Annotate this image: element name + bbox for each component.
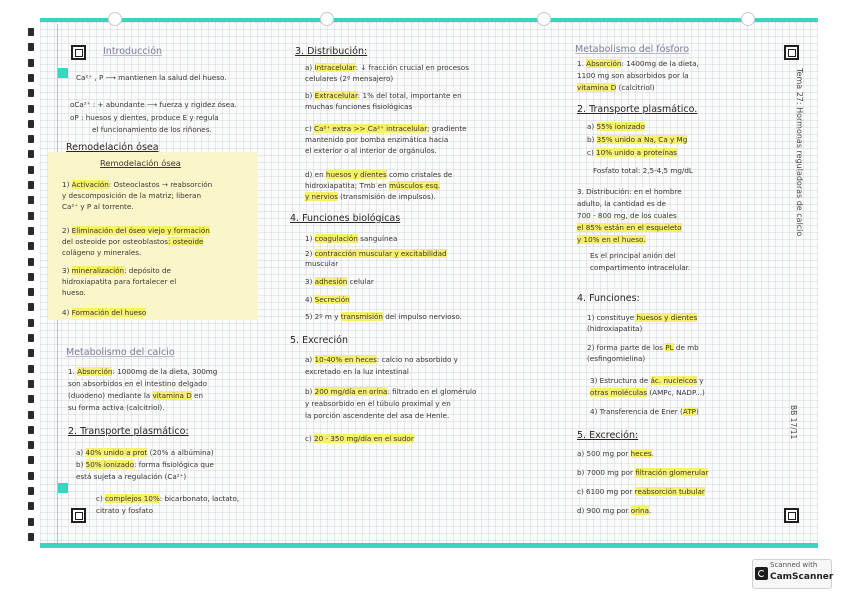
text-segment: y nervios: [305, 192, 338, 201]
excrecion-line: [305, 399, 451, 409]
text-segment: Ca²⁺ y P al torrente.: [62, 202, 134, 211]
text-segment: ác. nucleicos: [650, 376, 698, 385]
binder-hole: [28, 456, 34, 464]
sticky-line: [62, 266, 171, 276]
fosforo-excrecion: [577, 468, 708, 478]
excrecion-line: [305, 434, 414, 444]
text-segment: .: [649, 506, 652, 515]
fosforo-distribucion: [590, 251, 676, 261]
text-segment: 40% unido a prot: [85, 448, 148, 457]
text-segment: su forma activa (calcitriol).: [68, 403, 165, 412]
text-segment: ): [695, 407, 699, 416]
text-segment: y reabsorbido en el túbulo proximal y en: [305, 399, 451, 408]
text-segment: del impulso nervioso.: [382, 312, 462, 321]
text-segment: reabsorción tubular: [634, 487, 705, 496]
distribucion-line: [305, 170, 452, 180]
binder-hole: [28, 227, 34, 235]
text-segment: : ↓ fracción crucial en procesos: [355, 63, 469, 72]
text-segment: b): [587, 135, 597, 144]
distribucion-line: [305, 124, 467, 134]
text-segment: Fosfato total: 2,5-4,5 mg/dL: [593, 166, 693, 175]
binder-hole: [28, 59, 34, 67]
text-segment: : bicarbonato, lactato,: [159, 494, 240, 503]
funciones-line: [305, 259, 338, 269]
text-segment: 1): [305, 234, 315, 243]
text-segment: : Osteoclastos → reabsorción: [108, 180, 213, 189]
text-segment: Absorción: [586, 59, 622, 68]
text-segment: adulto, la cantidad es de: [577, 199, 666, 208]
text-segment: Remodelación ósea: [66, 142, 159, 153]
text-segment: Activación: [71, 180, 109, 189]
text-segment: Absorción: [77, 367, 113, 376]
text-segment: compartimento intracelular.: [590, 263, 691, 272]
binder-hole: [28, 472, 34, 480]
distribucion-line: [305, 181, 440, 191]
fosforo-distribucion: [577, 199, 666, 209]
fosforo-transporte: [587, 148, 677, 158]
text-segment: huesos y dientes: [636, 313, 698, 322]
text-segment: Es el principal anión del: [590, 251, 676, 260]
text-segment: contracción muscular y excitabilidad: [314, 249, 447, 258]
binder-hole: [28, 518, 34, 526]
side-title: Tema 27: Hormonas reguladoras de calcio: [795, 68, 804, 237]
text-segment: de mb: [673, 343, 699, 352]
text-segment: complejos 10%: [105, 494, 160, 503]
text-segment: 4) Transferencia de Ener (: [590, 407, 683, 416]
text-segment: la porción ascendente del asa de Henle.: [305, 411, 450, 420]
funciones-line: [305, 277, 374, 287]
text-segment: a): [305, 63, 315, 72]
binder-hole: [28, 426, 34, 434]
fosforo-distribucion: [577, 223, 682, 233]
fosforo-transporte-heading: [577, 104, 697, 115]
text-segment: Extracelular: [314, 91, 358, 100]
text-segment: Metabolismo del fósforo: [575, 44, 690, 55]
text-segment: 5) 2º m y: [305, 312, 341, 321]
text-segment: 50% ionizado: [85, 460, 134, 469]
fosforo-distribucion: [577, 235, 646, 245]
text-segment: 1): [62, 180, 72, 189]
text-segment: (esfingomielina): [587, 354, 646, 363]
text-segment: Introducción: [103, 46, 163, 57]
text-segment: a): [305, 355, 315, 364]
binder-hole: [28, 319, 34, 327]
corner-marker-icon: [784, 508, 799, 523]
distribucion-line: [305, 192, 436, 202]
fosforo-distribucion: [577, 211, 677, 221]
text-segment: c): [587, 148, 597, 157]
sticky-line: [62, 237, 203, 247]
text-segment: b): [305, 387, 315, 396]
binder-hole: [28, 487, 34, 495]
text-segment: c): [305, 124, 315, 133]
text-segment: 3): [305, 277, 315, 286]
text-segment: oP : huesos y dientes, produce E y regula: [70, 113, 219, 122]
text-segment: músculos esq.: [388, 181, 441, 190]
text-segment: 2): [305, 249, 315, 258]
text-segment: 700 - 800 mg, de los cuales: [577, 211, 677, 220]
distribucion-line: [305, 135, 448, 145]
calcio-absorcion: [68, 403, 165, 413]
text-segment: b) 7000 mg por: [577, 468, 636, 477]
binder-hole: [28, 196, 34, 204]
text-segment: hidroxiapatita para fortalecer el: [62, 277, 177, 286]
punch-hole: [537, 12, 551, 26]
teal-tab-marker: [58, 483, 68, 493]
funciones-line: [305, 295, 350, 305]
punch-hole: [741, 12, 755, 26]
excrecion-line: [305, 411, 449, 421]
text-segment: coagulación: [314, 234, 358, 243]
text-segment: (AMPc, NADP...): [647, 388, 705, 397]
binder-hole: [28, 258, 34, 266]
text-segment: Ca²⁺ , P ⟶ mantienen la salud del hueso.: [76, 73, 227, 82]
text-segment: 4. Funciones:: [577, 293, 640, 304]
excrecion-line: [305, 355, 458, 365]
text-segment: filtración glomerular: [635, 468, 709, 477]
calcio-heading: [66, 347, 175, 358]
text-segment: orina: [630, 506, 650, 515]
fosforo-funciones: [590, 388, 705, 398]
calcio-absorcion: [68, 379, 207, 389]
text-segment: : calcio no absorbido y: [376, 355, 458, 364]
fosforo-absorcion: [577, 59, 699, 69]
text-segment: ; gradiente: [427, 124, 467, 133]
fosforo-funciones: [590, 407, 699, 417]
fosforo-excrecion: [577, 506, 651, 516]
text-segment: 35% unido a Na, Ca y Mg: [596, 135, 688, 144]
text-segment: Ca²⁺ extra >> Ca²⁺ intracelular: [314, 124, 428, 133]
fosforo-excrecion-heading: [577, 430, 638, 441]
distribucion-line: [305, 91, 462, 101]
text-segment: (hidroxiapatita): [587, 324, 643, 333]
intro-line: [92, 125, 212, 135]
text-segment: 4. Funciones biológicas: [290, 213, 401, 224]
binder-hole: [28, 334, 34, 342]
excrecion-heading: [290, 335, 348, 346]
funciones-line: [305, 234, 397, 244]
text-segment: del osteoide por osteoblastos: [62, 237, 168, 246]
binder-hole: [28, 242, 34, 250]
punch-hole: [108, 12, 122, 26]
text-segment: 3. Distribución: en el hombre: [577, 187, 682, 196]
text-segment: a): [76, 448, 86, 457]
fosforo-transporte: [593, 166, 693, 176]
calcio-transporte: [76, 472, 186, 482]
text-segment: : depósito de: [124, 266, 171, 275]
binder-holes: [28, 24, 38, 544]
text-segment: (calcitriol): [616, 83, 655, 92]
text-segment: colágeno y minerales.: [62, 248, 142, 257]
funciones-line: [305, 249, 447, 259]
binder-hole: [28, 441, 34, 449]
binder-hole: [28, 181, 34, 189]
distribucion-line: [305, 146, 437, 156]
text-segment: son absorbidos en el intestino delgado: [68, 379, 208, 388]
distribucion-line: [305, 63, 469, 73]
text-segment: oCa²⁺ : + abundante ⟶ fuerza y rigidez ósea.: [70, 100, 237, 109]
text-segment: (transmisión de impulsos).: [337, 192, 436, 201]
binder-hole: [28, 303, 34, 311]
text-segment: 200 mg/día en orina: [314, 387, 388, 396]
calcio-transporte: [96, 506, 153, 516]
text-segment: : osteoide: [167, 237, 204, 246]
side-date: BB 17/11: [789, 405, 798, 440]
text-segment: adhesión: [314, 277, 348, 286]
binder-hole: [28, 502, 34, 510]
fosforo-funciones: [587, 354, 645, 364]
calcio-transporte: [76, 460, 214, 470]
binder-hole: [28, 120, 34, 128]
calcio-absorcion: [68, 391, 203, 401]
sticky-line: [62, 180, 212, 190]
fosforo-transporte: [587, 122, 645, 132]
text-segment: como cristales de: [386, 170, 453, 179]
text-segment: Formación del hueso: [71, 308, 147, 317]
binder-hole: [28, 166, 34, 174]
text-segment: el 85% están en el esqueleto: [577, 223, 682, 232]
text-segment: Metabolismo del calcio: [66, 347, 175, 358]
text-segment: (duodeno) mediante la: [68, 391, 153, 400]
text-segment: PL: [665, 343, 674, 352]
text-segment: a): [587, 122, 597, 131]
text-segment: 4): [62, 308, 72, 317]
remodelacion-heading: [66, 142, 159, 153]
binder-hole: [28, 135, 34, 143]
fosforo-distribucion: [577, 187, 682, 197]
text-segment: celulares (2º mensajero): [305, 74, 394, 83]
sticky-line: [62, 277, 176, 287]
text-segment: vitamina D: [577, 83, 617, 92]
text-segment: : filtrado en el glomérulo: [387, 387, 477, 396]
text-segment: 3. Distribución:: [295, 46, 368, 57]
text-segment: 2): [62, 226, 72, 235]
binder-hole: [28, 411, 34, 419]
fosforo-absorcion: [577, 71, 689, 81]
binder-hole: [28, 74, 34, 82]
fosforo-excrecion: [577, 487, 705, 497]
text-segment: y descomposición de la matriz; liberan: [62, 191, 202, 200]
sticky-line: [62, 288, 86, 298]
text-segment: Intracelular: [314, 63, 356, 72]
text-segment: Eliminación del óseo viejo y formación: [71, 226, 210, 235]
text-segment: 2. Transporte plasmático.: [577, 104, 698, 115]
text-segment: c): [305, 434, 315, 443]
intro-line: [70, 100, 237, 110]
text-segment: 3) Estructura de: [590, 376, 651, 385]
camscanner-icon: [755, 567, 768, 580]
text-segment: 10% unido a proteínas: [596, 148, 678, 157]
binder-hole: [28, 349, 34, 357]
sticky-line: [62, 308, 146, 318]
distribucion-heading: [295, 46, 367, 57]
text-segment: 10-40% en heces: [314, 355, 377, 364]
binder-hole: [28, 89, 34, 97]
binder-hole: [28, 28, 34, 36]
sticky-line: [62, 226, 210, 236]
calcio-transporte-heading: [68, 426, 189, 437]
distribucion-line: [305, 102, 412, 112]
text-segment: huesos y dientes: [325, 170, 387, 179]
scanner-brand: CamScanner: [770, 572, 834, 582]
text-segment: c) 6100 mg por: [577, 487, 635, 496]
fosforo-transporte: [587, 135, 687, 145]
text-segment: transmisión: [340, 312, 383, 321]
text-segment: 2) forma parte de los: [587, 343, 666, 352]
binder-hole: [28, 105, 34, 113]
text-segment: citrato y fosfato: [96, 506, 153, 515]
calcio-absorcion: [68, 367, 217, 377]
fosforo-absorcion: [577, 83, 655, 93]
text-segment: 5. Excreción:: [577, 430, 639, 441]
text-segment: d) en: [305, 170, 326, 179]
distribucion-line: [305, 74, 393, 84]
binder-hole: [28, 395, 34, 403]
binder-hole: [28, 212, 34, 220]
intro-heading: [103, 46, 162, 57]
calcio-transporte: [76, 448, 214, 458]
text-segment: y 10% en el hueso.: [577, 235, 646, 244]
binder-hole: [28, 273, 34, 281]
text-segment: 1.: [577, 59, 587, 68]
text-segment: y: [697, 376, 704, 385]
text-segment: otras moléculas: [590, 388, 648, 397]
text-segment: 1100 mg son absorbidos por la: [577, 71, 689, 80]
text-segment: : 1400mg de la dieta,: [621, 59, 699, 68]
text-segment: 4): [305, 295, 315, 304]
fosforo-excrecion: [577, 449, 654, 459]
text-segment: 2. Transporte plasmático:: [68, 426, 189, 437]
text-segment: hidroxiapatita; Tmb en: [305, 181, 389, 190]
excrecion-line: [305, 387, 476, 397]
text-segment: 1) constituye: [587, 313, 637, 322]
binder-hole: [28, 533, 34, 541]
text-segment: ATP: [682, 407, 696, 416]
fosforo-heading: [575, 44, 689, 55]
text-segment: d) 900 mg por: [577, 506, 631, 515]
intro-line: [76, 73, 227, 83]
text-segment: el exterior o al interior de orgánulos.: [305, 146, 437, 155]
teal-tab-marker: [58, 68, 68, 78]
sticky-title: Remodelación ósea: [100, 158, 181, 168]
binder-hole: [28, 365, 34, 373]
fosforo-distribucion: [590, 263, 690, 273]
text-segment: b): [305, 91, 315, 100]
text-segment: Secreción: [314, 295, 350, 304]
text-segment: (20% a albúmina): [147, 448, 214, 457]
text-segment: b): [76, 460, 86, 469]
text-segment: mineralización: [71, 266, 125, 275]
intro-line: [70, 113, 219, 123]
corner-marker-icon: [784, 45, 799, 60]
binder-hole: [28, 288, 34, 296]
text-segment: .: [651, 449, 654, 458]
fosforo-funciones: [590, 376, 704, 386]
text-segment: heces: [630, 449, 652, 458]
funciones-line: [305, 312, 462, 322]
text-segment: vitamina D: [152, 391, 192, 400]
sticky-line: [62, 191, 201, 201]
text-segment: 20 - 350 mg/día en el sudor: [314, 434, 414, 443]
text-segment: mantenido por bomba enzimática hacia: [305, 135, 449, 144]
punch-hole: [320, 12, 334, 26]
excrecion-line: [305, 367, 409, 377]
fosforo-funciones: [587, 324, 642, 334]
text-segment: muscular: [305, 259, 339, 268]
text-segment: c): [96, 494, 106, 503]
text-segment: hueso.: [62, 288, 86, 297]
text-segment: 1.: [68, 367, 78, 376]
sticky-line: [62, 202, 134, 212]
binder-hole: [28, 380, 34, 388]
text-segment: : 1000mg de la dieta, 300mg: [112, 367, 218, 376]
text-segment: excretado en la luz intestinal: [305, 367, 409, 376]
text-segment: muchas funciones fisiológicas: [305, 102, 413, 111]
corner-marker-icon: [71, 508, 86, 523]
binder-hole: [28, 150, 34, 158]
fosforo-funciones: [587, 343, 699, 353]
sticky-line: [62, 248, 141, 258]
fosforo-funciones-heading: [577, 293, 640, 304]
text-segment: 5. Excreción: [290, 335, 349, 346]
text-segment: : forma fisiológica que: [134, 460, 214, 469]
corner-marker-icon: [71, 45, 86, 60]
fosforo-funciones: [587, 313, 697, 323]
funciones-heading: [290, 213, 400, 224]
binder-hole: [28, 43, 34, 51]
text-segment: celular: [347, 277, 374, 286]
bottom-binding-strip: [40, 543, 818, 548]
text-segment: el funcionamiento de los riñones.: [92, 125, 212, 134]
text-segment: está sujeta a regulación (Ca²⁺): [76, 472, 187, 481]
text-segment: 55% ionizado: [596, 122, 645, 131]
text-segment: en: [191, 391, 204, 400]
text-segment: a) 500 mg por: [577, 449, 631, 458]
calcio-transporte: [96, 494, 239, 504]
scanner-caption: Scanned with: [770, 561, 818, 569]
text-segment: 3): [62, 266, 72, 275]
text-segment: : 1% del total, importante en: [357, 91, 462, 100]
text-segment: sanguínea: [357, 234, 398, 243]
